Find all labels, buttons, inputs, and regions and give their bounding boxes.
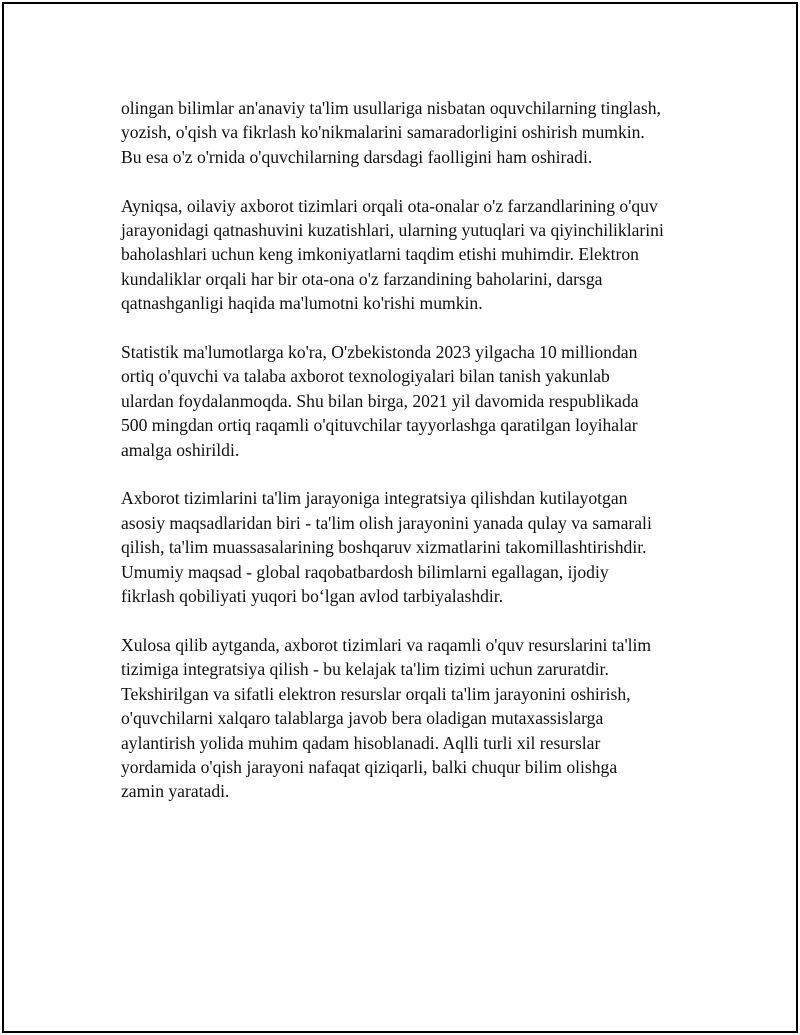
paragraph-2: Ayniqsa, oilaviy axborot tizimlari orqali ota-onalar o'z farzandlarining o'quv jarayonidagi qatnashuvini kuzatishlari, ularning yutuqlari va qiyinchiliklarini baholashlari uchun keng imkoniyatlarni taqdim etishi muhimdir. Elektron kundaliklar orqali har bir ota-ona o'z farzandining baholarini, darsga qatnashganligi haqida ma'lumotni ko'rishi mumkin. <box>121 195 664 314</box>
paragraph-1: olingan bilimlar an'anaviy ta'lim usullariga nisbatan oquvchilarning tinglash, yozish, o'qish va fikrlash ko'nikmalarini samaradorligini oshirish mumkin. Bu esa o'z o'rnida o'quvchilarning darsdagi faolligini ham oshiradi. <box>121 98 661 167</box>
paragraph-5: Xulosa qilib aytganda, axborot tizimlari va raqamli o'quv resurslarini ta'lim tizimiga integratsiya qilish - bu kelajak ta'lim tizimi uchun zaruratdir. Tekshirilgan va sifatli elektron resurslar orqali ta'lim jarayonini oshirish, o'quvchilarni xalqaro talablarga javob bera oladigan mutaxassislarga aylantirish yolida muhim qadam hisoblanadi. Aqlli turli xil resurslar yordamida o'qish jarayoni nafaqat qiziqarli, balki chuqur bilim olishga zamin yaratadi. <box>121 634 652 802</box>
document-body <box>121 96 706 828</box>
paragraph-3: Statistik ma'lumotlarga ko'ra, O'zbekistonda 2023 yilgacha 10 milliondan ortiq o'quvchi va talaba axborot texnologiyalari bilan tanish yakunlab ulardan foydalanmoqda. Shu bilan birga, 2021 yil davomida respublikada 500 mingdan ortiq raqamli o'qituvchilar tayyorlashga qaratilgan loyihalar amalga oshirildi. <box>121 342 639 460</box>
paragraph-4: Axborot tizimlarini ta'lim jarayoniga integratsiya qilishdan kutilayotgan asosiy maqsadlaridan biri - ta'lim olish jarayonini yanada qulay va samarali qilish, ta'lim muassasalarining boshqaruv xizmatlarini takomillashtirishdir. Umumiy maqsad - global raqobatbardosh bilimlarni egallagan, ijodiy fikrlash qobiliyati yuqori bo‘lgan avlod tarbiyalashdir. <box>121 488 652 607</box>
page-frame <box>2 2 798 1033</box>
